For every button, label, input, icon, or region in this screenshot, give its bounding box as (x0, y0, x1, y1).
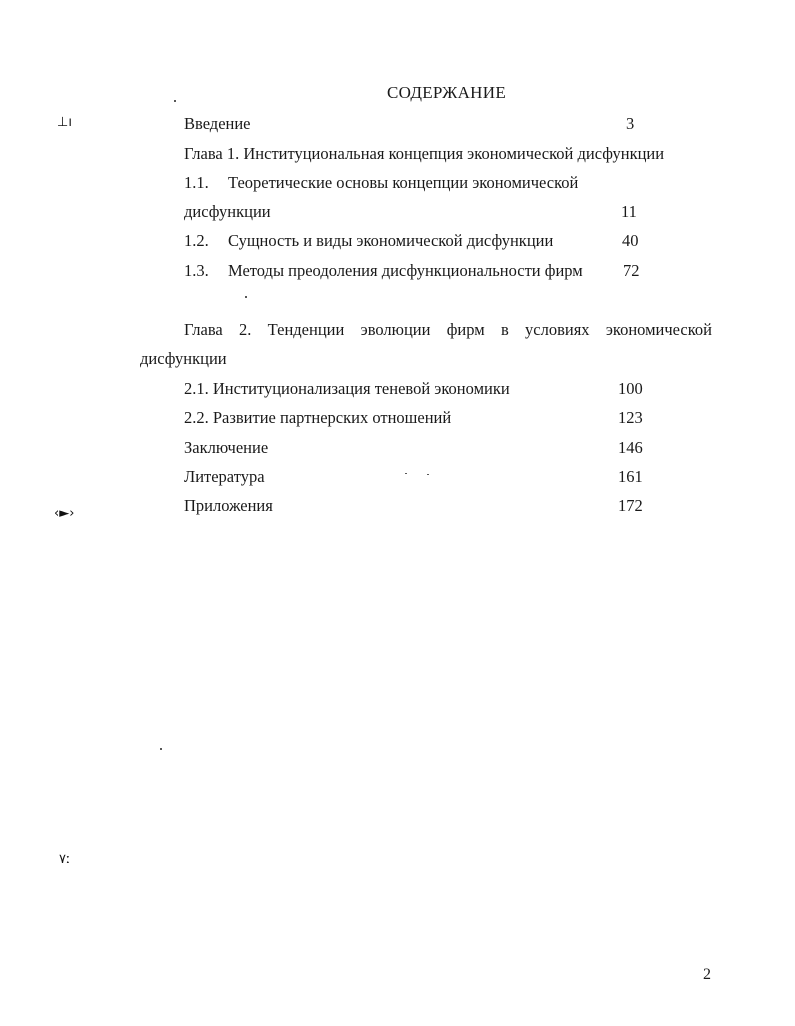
toc-chapter-2-line1: Глава 2. Тенденции эволюции фирм в условиях экономической (184, 320, 712, 339)
toc-item-1-3-num: 1.3. (184, 261, 209, 280)
toc-item-conclusion-page: 146 (618, 438, 643, 457)
toc-item-1-2-num: 1.2. (184, 231, 209, 250)
toc-item-1-1-label: Теоретические основы концепции экономической (228, 173, 579, 192)
toc-item-conclusion-label: Заключение (184, 438, 269, 457)
toc-item-1-2 (184, 231, 553, 251)
toc-item-1-2-page: 40 (622, 231, 639, 250)
scan-speck (160, 748, 162, 750)
toc-chapter-2-line2: дисфункции (140, 349, 227, 368)
scan-mark: ‹►› (54, 506, 75, 521)
toc-chapter-1: Глава 1. Институциональная концепция экономической дисфункции (184, 144, 665, 163)
scan-mark: ⊥ı (57, 115, 72, 130)
toc-item-appendix-label: Приложения (184, 496, 273, 515)
toc-item-intro-label: Введение (184, 114, 251, 133)
scan-mark: ٧ː (59, 852, 71, 867)
scan-speck (245, 296, 247, 298)
toc-item-literature-page: 161 (618, 467, 643, 486)
toc-item-1-1-label-cont: дисфункции (184, 202, 271, 221)
toc-item-2-1-page: 100 (618, 379, 643, 398)
toc-item-literature-label: Литература (184, 467, 265, 486)
toc-item-1-1-num: 1.1. (184, 173, 209, 192)
page-number: 2 (703, 966, 711, 983)
toc-item-appendix-page: 172 (618, 496, 643, 515)
toc-item-intro-page: 3 (626, 114, 635, 133)
scan-speck (405, 473, 407, 474)
toc-item-1-3 (184, 261, 583, 281)
toc-item-2-2-page: 123 (618, 408, 643, 427)
toc-item-1-2-label: Сущность и виды экономической дисфункции (228, 231, 554, 250)
scan-speck (427, 474, 429, 475)
toc-item-1-3-label: Методы преодоления дисфункциональности фирм (228, 261, 583, 280)
toc-item-1-1-page: 11 (621, 202, 637, 221)
toc-item-1-3-page: 72 (623, 261, 640, 280)
toc-item-2-1-label: 2.1. Институционализация теневой экономики (184, 379, 510, 398)
toc-item-2-2-label: 2.2. Развитие партнерских отношений (184, 408, 452, 427)
toc-item-1-1 (184, 173, 578, 193)
scan-speck (174, 100, 176, 102)
page-title: СОДЕРЖАНИЕ (386, 83, 507, 102)
